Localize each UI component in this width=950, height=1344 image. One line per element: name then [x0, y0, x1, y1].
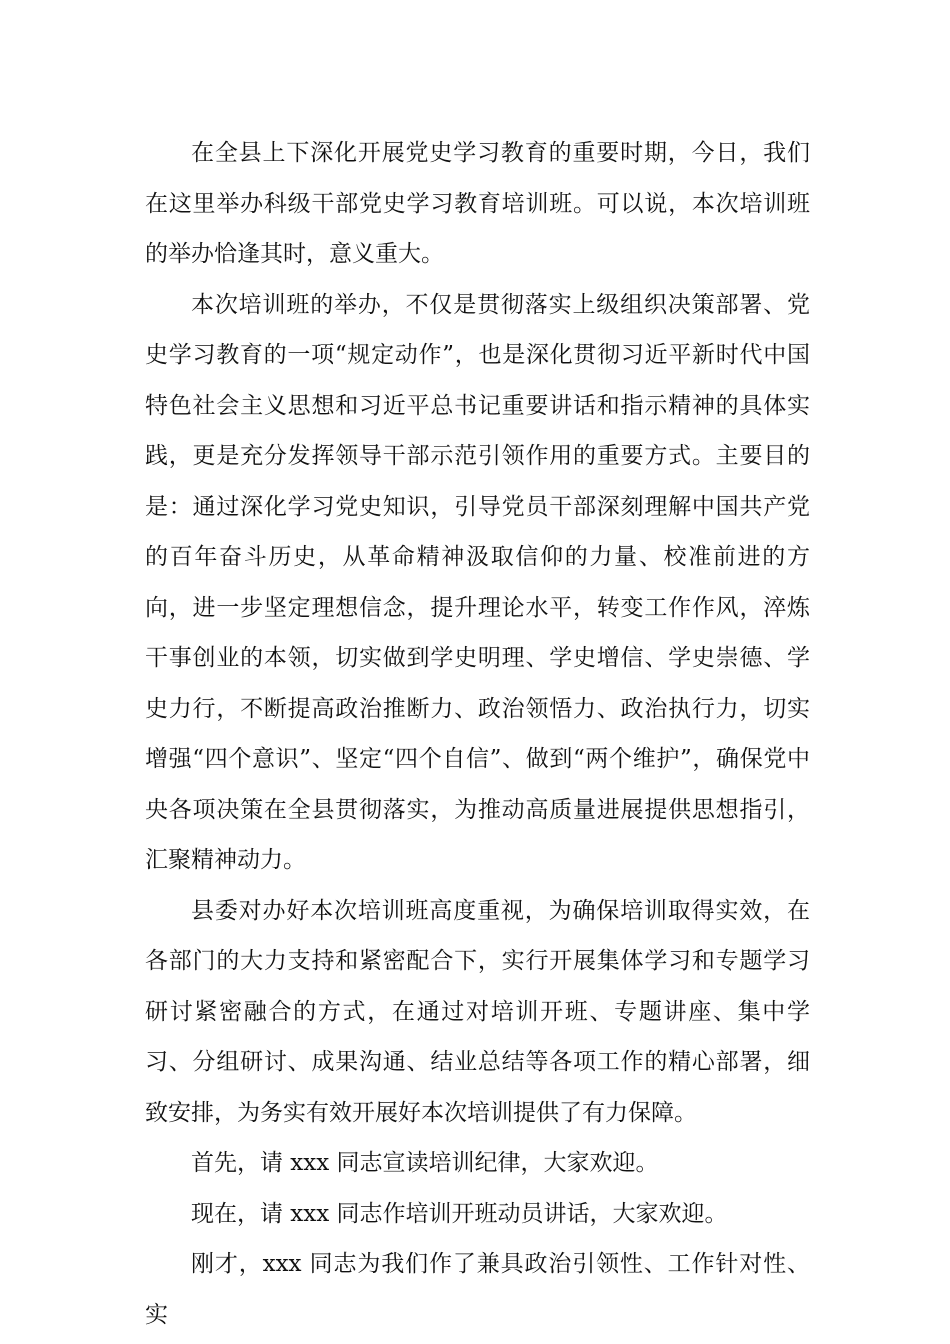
paragraph-opening: 在全县上下深化开展党史学习教育的重要时期，今日，我们在这里举办科级干部党史学习教育培训班。可以说，本次培训班的举办恰逢其时，意义重大。: [145, 140, 810, 267]
paragraph-purpose: 本次培训班的举办，不仅是贯彻落实上级组织决策部署、党史学习教育的一项“规定动作”，也是深化贯彻习近平新时代中国特色社会主义思想和习近平总书记重要讲话和指示精神的具体实践，更是充分发挥领导干部示范引领作用的重要方式。主要目的是：通过深化学习党史知识，引导党员干部深刻理解中国共产党的百年奋斗历史，从革命精神汲取信仰的力量、校准前进的方向，进一步坚定理想信念，提升理论水平，转变工作作风，淬炼干事创业的本领，切实做到学史明理、学史增信、学史崇德、学史力行，不断提高政治推断力、政治领悟力、政治执行力，切实增强“四个意识”、坚定“四个自信”、做到“两个维护”，确保党中央各项决策在全县贯彻落实，为推动高质量进展提供思想指引，汇聚精神动力。: [145, 291, 810, 873]
paragraph-mobilization: 现在，请 xxx 同志作培训开班动员讲话，大家欢迎。: [191, 1200, 728, 1227]
paragraph-arrangements: 县委对办好本次培训班高度重视，为确保培训取得实效，在各部门的大力支持和紧密配合下，实行开展集体学习和专题学习研讨紧密融合的方式，在通过对培训开班、专题讲座、集中学习、分组研讨、成果沟通、结业总结等各项工作的精心部署，细致安排，为务实有效开展好本次培训提供了有力保障。: [145, 897, 810, 1126]
paragraph-discipline: 首先，请 xxx 同志宣读培训纪律，大家欢迎。: [191, 1150, 659, 1176]
document-body: [145, 128, 810, 1340]
paragraph-remarks: 刚才，xxx 同志为我们作了兼具政治引领性、工作针对性、实: [145, 1251, 810, 1328]
